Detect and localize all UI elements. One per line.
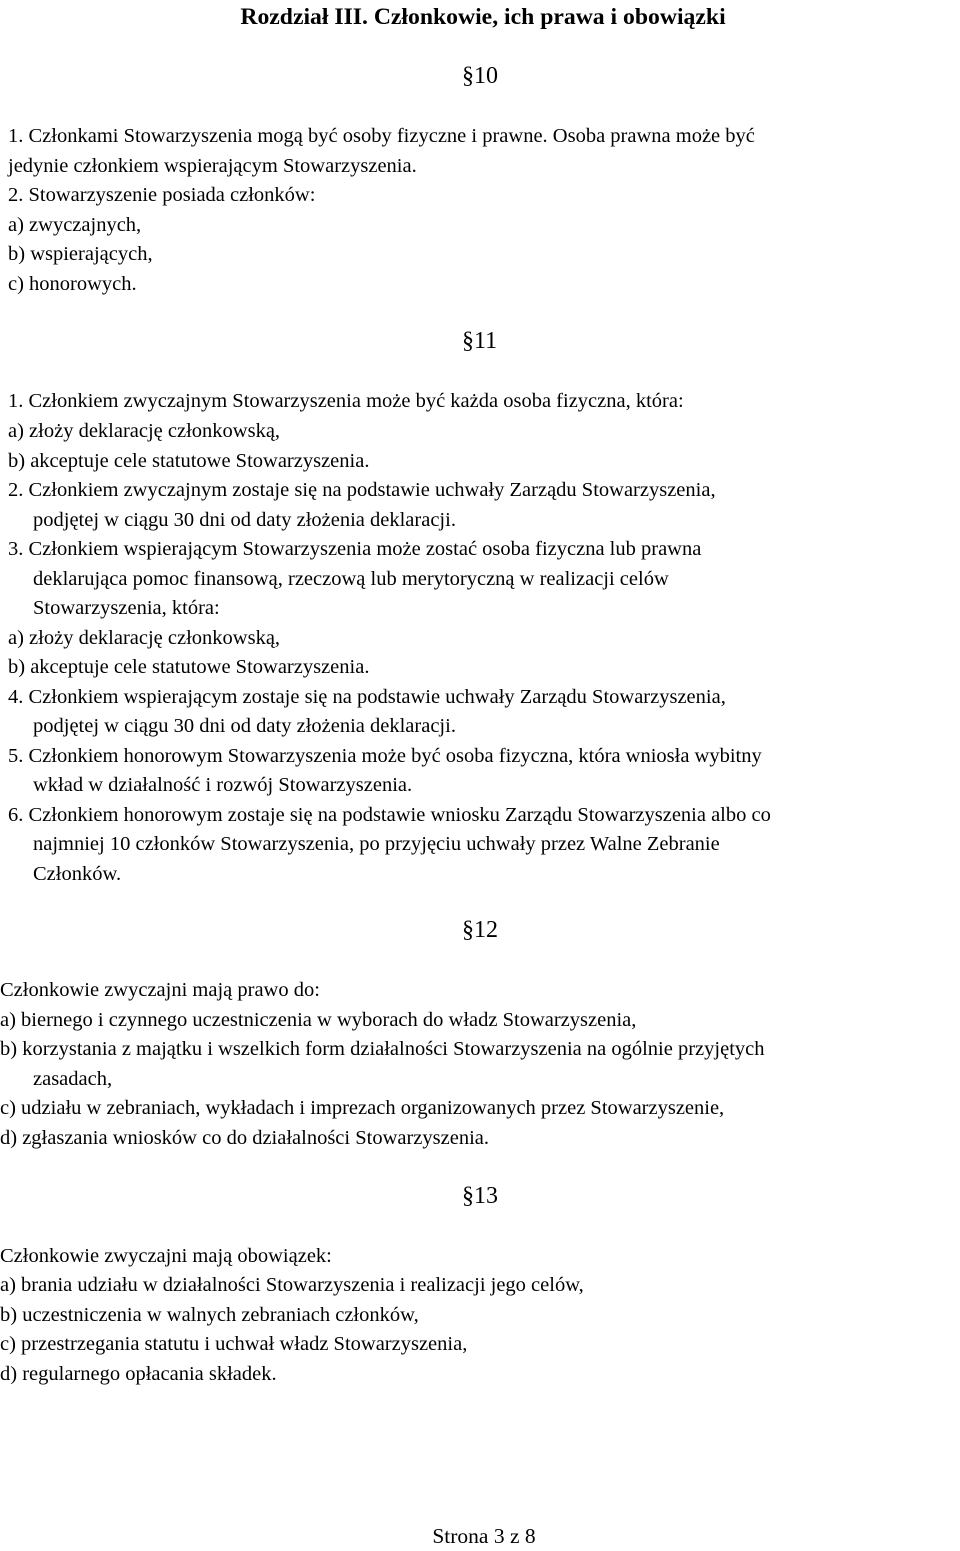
section-13-line-4: c) przestrzegania statutu i uchwał władz Stowarzyszenia, bbox=[0, 1333, 468, 1355]
section-11-line-10: b) akceptuje cele statutowe Stowarzyszenia. bbox=[8, 656, 370, 678]
section-11-line-12: podjętej w ciągu 30 dni od daty złożenia deklaracji. bbox=[33, 715, 456, 737]
section-12-line-2: a) biernego i czynnego uczestniczenia w wyborach do władz Stowarzyszenia, bbox=[0, 1009, 637, 1031]
section-12-line-3: b) korzystania z majątku i wszelkich form działalności Stowarzyszenia na ogólnie przyjętych bbox=[0, 1038, 765, 1060]
section-11-line-17: Członków. bbox=[33, 863, 122, 885]
section-11-line-8: Stowarzyszenia, która: bbox=[33, 597, 220, 619]
section-13-line-2: a) brania udziału w działalności Stowarzyszenia i realizacji jego celów, bbox=[0, 1274, 584, 1296]
section-13-line-1: Członkowie zwyczajni mają obowiązek: bbox=[0, 1245, 332, 1267]
page-footer: Strona 3 z 8 bbox=[432, 1524, 536, 1548]
section-12-mark: §12 bbox=[462, 917, 498, 943]
section-11-line-2: a) złoży deklarację członkowską, bbox=[8, 420, 281, 442]
section-10-line-1: 1. Członkami Stowarzyszenia mogą być osoby fizyczne i prawne. Osoba prawna może być bbox=[8, 125, 755, 147]
section-11-line-7: deklarująca pomoc finansową, rzeczową lub merytoryczną w realizacji celów bbox=[33, 568, 669, 590]
section-10-line-6: c) honorowych. bbox=[8, 273, 137, 295]
section-11-mark: §11 bbox=[462, 328, 498, 354]
section-11-line-9: a) złoży deklarację członkowską, bbox=[8, 627, 281, 649]
section-11-line-4: 2. Członkiem zwyczajnym zostaje się na podstawie uchwały Zarządu Stowarzyszenia, bbox=[8, 479, 716, 501]
section-11-line-14: wkład w działalność i rozwój Stowarzyszenia. bbox=[33, 774, 413, 796]
section-10-line-4: a) zwyczajnych, bbox=[8, 214, 142, 236]
section-10-mark: §10 bbox=[462, 63, 498, 89]
section-11-line-5: podjętej w ciągu 30 dni od daty złożenia deklaracji. bbox=[33, 509, 456, 531]
section-12-line-1: Członkowie zwyczajni mają prawo do: bbox=[0, 979, 320, 1001]
section-12-line-6: d) zgłaszania wniosków co do działalności Stowarzyszenia. bbox=[0, 1127, 489, 1149]
section-12-line-5: c) udziału w zebraniach, wykładach i imprezach organizowanych przez Stowarzyszenie, bbox=[0, 1097, 725, 1119]
section-13-line-3: b) uczestniczenia w walnych zebraniach członków, bbox=[0, 1304, 419, 1326]
section-10-line-3: 2. Stowarzyszenie posiada członków: bbox=[8, 184, 316, 206]
section-10-line-5: b) wspierających, bbox=[8, 243, 153, 265]
section-10-line-2: jedynie członkiem wspierającym Stowarzyszenia. bbox=[8, 155, 417, 177]
section-12-line-4: zasadach, bbox=[33, 1068, 113, 1090]
section-11-line-11: 4. Członkiem wspierającym zostaje się na podstawie uchwały Zarządu Stowarzyszenia, bbox=[8, 686, 726, 708]
section-11-line-6: 3. Członkiem wspierającym Stowarzyszenia może zostać osoba fizyczna lub prawna bbox=[8, 538, 702, 560]
section-11-line-13: 5. Członkiem honorowym Stowarzyszenia może być osoba fizyczna, która wniosła wybitny bbox=[8, 745, 762, 767]
section-11-line-3: b) akceptuje cele statutowe Stowarzyszenia. bbox=[8, 450, 370, 472]
section-13-line-5: d) regularnego opłacania składek. bbox=[0, 1363, 277, 1385]
chapter-title: Rozdział III. Członkowie, ich prawa i obowiązki bbox=[240, 4, 726, 30]
section-11-line-16: najmniej 10 członków Stowarzyszenia, po przyjęciu uchwały przez Walne Zebranie bbox=[33, 833, 720, 855]
section-11-line-15: 6. Członkiem honorowym zostaje się na podstawie wniosku Zarządu Stowarzyszenia albo co bbox=[8, 804, 771, 826]
section-11-line-1: 1. Członkiem zwyczajnym Stowarzyszenia może być każda osoba fizyczna, która: bbox=[8, 390, 684, 412]
section-13-mark: §13 bbox=[462, 1183, 498, 1209]
